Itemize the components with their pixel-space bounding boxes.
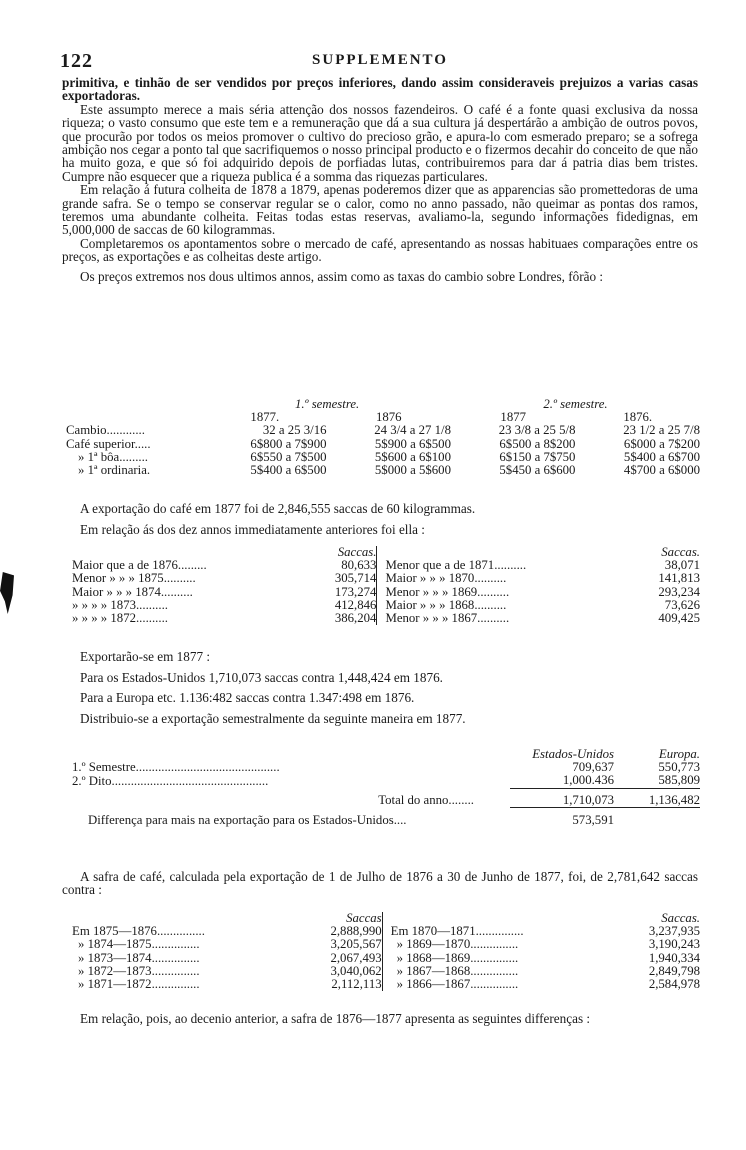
table-row: » 1874—1875............... 3,205,567 » 1869—1870............... 3,190,243 <box>78 937 700 952</box>
saccas-header: Saccas. <box>661 911 700 925</box>
col-europe: Europa. <box>658 747 700 761</box>
paragraph-comparisons: Completaremos os apontamentos sobre o mercado de café, apresentando as nossas habituaes comparações entre os preços, as exportações e as colheitas deste artigo. <box>62 235 698 265</box>
total-row: Total do anno........ 1,710,073 1,136,482 <box>378 793 700 808</box>
difference-row: Differença para mais na exportação para os Estados-Unidos.... 573,591 <box>88 812 614 827</box>
paragraph-coffee-wealth: Este assumpto merece a mais séria attenção dos nossos fazendeiros. O café é a fonte quasi exclusiva da nossa riqueza; o vasto consumo que este tem e a remuneração que dá a sua cultura já despertárão a ambição de outros povos, que procurão por todos os meios promover o cultivo do precioso grão, e apura-lo com esmerado preparo; se a sofrega ambição nos cegar a ponto tal que sacrifiquemos o nosso principal producto e o fizermos decahir do conceito de que não ha muito goza, e que só foi adquirido depois de porfiadas lutas, contribuiremos para dar á patria dias bem tristes. Cumpre não esquecer que a riqueza publica é a somma das riquezas particulares. <box>62 101 698 184</box>
table-row: » 1872—1873............... 3,040,062 » 1867—1868............... 2,849,798 <box>78 963 700 978</box>
intro-text <box>62 76 698 283</box>
exported-label: Exportarão-se em 1877 : <box>80 649 211 664</box>
harvest-table <box>72 912 700 991</box>
semester-1-heading: 1.º semestre. <box>294 397 360 411</box>
table-row: » 1ª bôa......... 6$550 a 7$500 5$600 a 6$100 6$150 a 7$750 5$400 a 6$700 <box>78 449 700 464</box>
exported-us: Para os Estados-Unidos 1,710,073 saccas contra 1,448,424 em 1876. <box>80 670 443 686</box>
exports-1877-block <box>62 650 698 726</box>
paragraph-extreme-prices: Os preços extremos nos dous ultimos annos, assim como as taxas do cambio sobre Londres, fôrão : <box>80 268 604 284</box>
exported-europe: Para a Europa etc. 1.136:482 saccas contra 1.347:498 em 1876. <box>80 689 415 705</box>
page-header <box>60 50 700 74</box>
table-row: Café superior..... 6$800 a 7$900 5$900 a 6$500 6$500 a 8$200 6$000 a 7$200 <box>66 436 700 451</box>
table-row: » » » » 1872.......... 386,204 Menor » » » 1867.......... 409,425 <box>72 611 700 626</box>
table-row: Cambio............ 32 a 25 3/16 24 3/4 a 27 1/8 23 3/8 a 25 5/8 23 1/2 a 25 7/8 <box>66 423 700 438</box>
prices-table <box>66 398 700 477</box>
year-col: 1876 <box>375 410 402 425</box>
harvest-intro: A safra de café, calculada pela exportação de 1 de Julho de 1876 a 30 de Junho de 1877, foi, de 2,781,642 saccas contra : <box>62 869 698 898</box>
semester-table <box>72 748 700 827</box>
semester-2-heading: 2.º semestre. <box>543 397 608 411</box>
closing-paragraph: Em relação, pois, ao decenio anterior, a safra de 1876—1877 apresenta as seguintes differenças : <box>80 1011 591 1026</box>
year-col: 1877. <box>250 410 280 425</box>
saccas-header: Saccas <box>346 911 382 925</box>
table-row: 2.º Dito................................................. 1,000.436 585,809 <box>72 773 700 788</box>
table-row: » 1871—1872............... 2,112,113 » 1866—1867............... 2,584,978 <box>78 977 700 992</box>
saccas-header: Saccas. <box>661 545 700 559</box>
year-col: 1876. <box>623 410 653 425</box>
margin-blot <box>0 572 14 614</box>
ten-years-intro: Em relação ás dos dez annos immediatamente anteriores foi ella : <box>80 522 425 538</box>
table-row: » 1873—1874............... 2,067,493 » 1868—1869............... 1,940,334 <box>78 950 700 965</box>
running-title: SUPPLEMENTO <box>312 52 448 68</box>
table-row: » 1ª ordinaria. 5$400 a 6$500 5$000 a 5$600 5$450 a 6$600 4$700 a 6$000 <box>78 463 700 478</box>
year-col: 1877 <box>500 410 527 425</box>
paragraph-future-harvest: Em relação á futura colheita de 1878 a 1879, apenas poderemos dizer que as apparencias são promettedoras de uma grande safra. Se o tempo se conservar regular se o calor, como no anno passado, não queimar as pontas dos ramos, teremos uma abundante colheita. Feitas todas estas reservas, avaliamo-la, segundo informações fidedignas, em 5,000,000 de saccas de 60 kilogrammas. <box>62 182 698 238</box>
ten-years-table <box>72 546 700 625</box>
saccas-header: Saccas. <box>337 545 377 559</box>
page-number: 122 <box>60 50 93 72</box>
semester-intro: Distribuio-se a exportação semestralmente da seguinte maneira em 1877. <box>80 711 466 727</box>
table-row: Maior que a de 1876......... 80,633 Menor que a de 1871.......... 38,071 <box>72 558 700 573</box>
col-us: Estados-Unidos <box>532 747 614 761</box>
export-1877-text: A exportação do café em 1877 foi de 2,846,555 saccas de 60 kilogrammas. Em relação ás dos dez annos immediatamente anteriores foi ella : <box>62 502 698 537</box>
table-row: Maior » » » 1874.......... 173,274 Menor » » » 1869.......... 293,234 <box>72 584 700 599</box>
table-row: Menor » » » 1875.......... 305,714 Maior » » » 1870.......... 141,813 <box>72 571 700 586</box>
table-row: » » » » 1873.......... 412,846 Maior » » » 1868.......... 73,626 <box>72 597 700 612</box>
table-row: Em 1875—1876............... 2,888,990 Em 1870—1871............... 3,237,935 <box>72 924 700 939</box>
paragraph-continuation: primitiva, e tinhão de ser vendidos por preços inferiores, dando assim consideraveis prejuizos a varias casas exportadoras. <box>62 75 698 104</box>
table-row: 1.º Semestre............................................. 709,637 550,773 <box>72 760 700 775</box>
